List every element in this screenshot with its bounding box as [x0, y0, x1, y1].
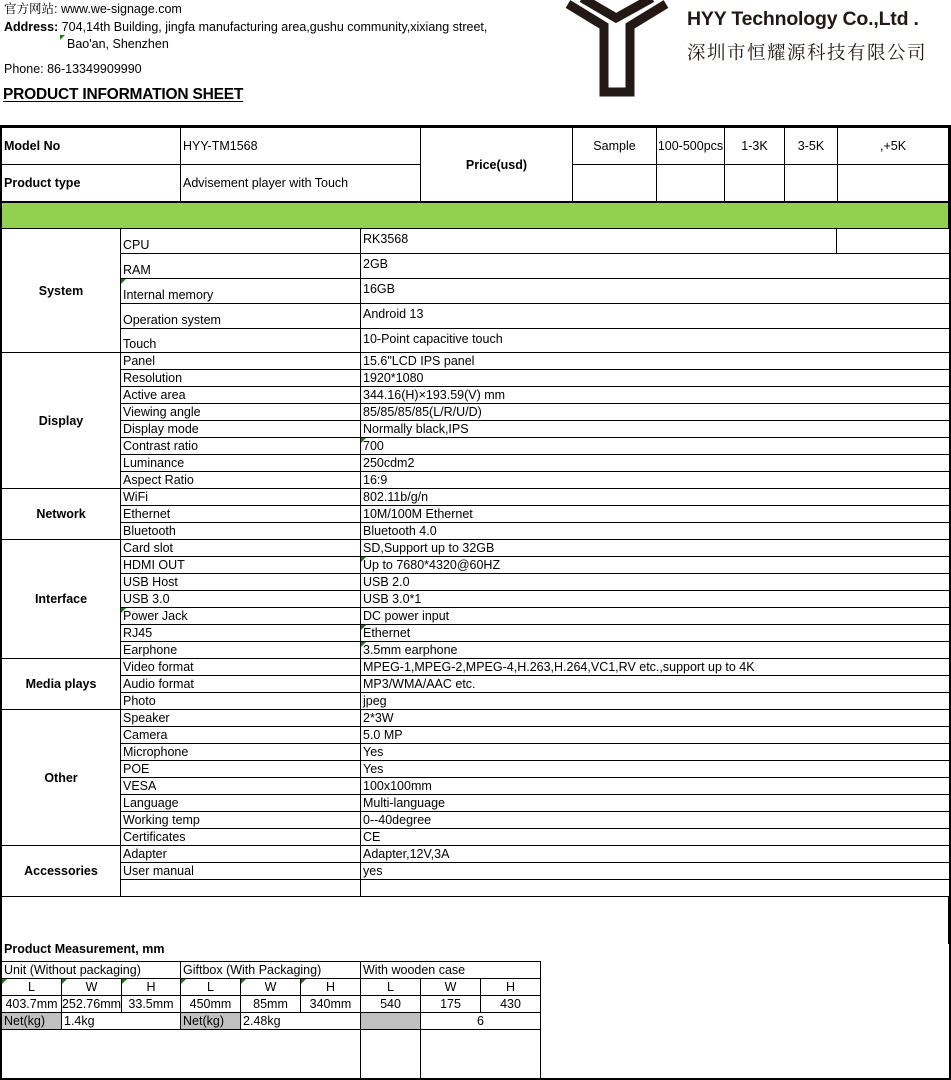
section-title: Interface: [34, 592, 88, 606]
spec-label-cell: [120, 278, 361, 304]
spec-value: USB 2.0: [363, 575, 410, 589]
spec-value: 2GB: [363, 257, 389, 271]
measure-dim-cell: [240, 978, 301, 996]
measure-value-cell[interactable]: [360, 995, 421, 1013]
spec-value-cell[interactable]: [360, 539, 950, 557]
spec-label-cell: [120, 624, 361, 642]
spec-value: DC power input: [363, 609, 450, 623]
measure-dim-cell: [1, 978, 62, 996]
comment-marker-icon: [2, 979, 7, 984]
spec-value-cell[interactable]: [360, 692, 950, 710]
spec-value: jpeg: [363, 694, 387, 708]
spec-label: Camera: [123, 728, 168, 742]
hyy-logo-icon: [558, 0, 676, 100]
type-value-cell[interactable]: [180, 164, 421, 202]
spec-label-cell: [120, 522, 361, 540]
spec-value-cell[interactable]: [360, 278, 950, 304]
spec-label: Microphone: [123, 745, 189, 759]
comment-marker-icon: [241, 979, 246, 984]
spec-label: Card slot: [123, 541, 174, 555]
measure-value-cell[interactable]: [420, 995, 481, 1013]
section-media: [1, 658, 121, 710]
measure-value: 540: [380, 997, 401, 1011]
spec-value: MPEG-1,MPEG-2,MPEG-4,H.263,H.264,VC1,RV etc.,support up to 4K: [363, 660, 755, 674]
spec-value: SD,Support up to 32GB: [363, 541, 495, 555]
spec-value: 16:9: [363, 473, 388, 487]
spec-label: POE: [123, 762, 150, 776]
spec-value-cell[interactable]: [360, 777, 950, 795]
spec-label-cell: [120, 303, 361, 329]
spec-label-cell: [120, 573, 361, 591]
spec-label-cell: [120, 352, 361, 370]
website-link[interactable]: www.we-signage.com: [60, 2, 182, 16]
spec-value: Yes: [363, 745, 384, 759]
price-value-5k-plus[interactable]: [837, 164, 949, 202]
measure-net-value: 6: [477, 1014, 484, 1028]
measure-dim-cell: [360, 978, 421, 996]
price-tier-label: 3-5K: [797, 139, 825, 153]
spec-value: RK3568: [363, 232, 409, 246]
spec-value-cell[interactable]: [360, 760, 950, 778]
spec-value-cell[interactable]: [360, 794, 950, 812]
measure-value: 403.7mm: [5, 997, 58, 1011]
spec-label-cell: [120, 471, 361, 489]
spec-value-cell[interactable]: [360, 828, 950, 846]
spec-label: RAM: [123, 263, 151, 277]
measure-net-label: Net(kg): [183, 1014, 224, 1028]
spec-value: Android 13: [363, 307, 424, 321]
spec-label-cell: [120, 675, 361, 693]
spec-label-cell: [120, 743, 361, 761]
spec-label-cell: [120, 556, 361, 574]
measure-dim-cell: [300, 978, 361, 996]
spec-value-cell[interactable]: [360, 420, 950, 438]
spec-value: Up to 7680*4320@60HZ: [363, 558, 501, 572]
price-tier-100-500: [656, 126, 725, 165]
price-tier-1-3k: [724, 126, 785, 165]
measure-dim-cell: [420, 978, 481, 996]
measure-net-label-cell: [180, 1012, 241, 1030]
spec-value-cell[interactable]: [360, 862, 950, 880]
model-value-cell[interactable]: [180, 126, 421, 165]
spec-label-cell: [120, 862, 361, 880]
phone-line: Phone: 86-13349909990: [4, 62, 142, 76]
comment-marker-icon: [121, 608, 126, 613]
measure-dim-cell: [121, 978, 181, 996]
measure-net-label-cell: [1, 1012, 62, 1030]
spec-label-cell: [120, 692, 361, 710]
comment-marker-icon: [121, 279, 126, 284]
spec-label: Working temp: [123, 813, 200, 827]
website-label: 官方网站:: [4, 2, 58, 16]
spec-label: Contrast ratio: [123, 439, 199, 453]
measure-value: 340mm: [309, 997, 352, 1011]
measure-group-header-cell: [360, 961, 541, 979]
price-tier-label: 1-3K: [741, 139, 768, 153]
model-label: Model No: [4, 139, 61, 153]
spec-label: Panel: [123, 354, 155, 368]
spec-label-cell: [120, 658, 361, 676]
section-title: Other: [44, 770, 78, 785]
spec-label: Internal memory: [123, 288, 214, 302]
spec-label-cell: [120, 369, 361, 387]
spec-label-cell: [120, 828, 361, 846]
measure-dim: L: [28, 980, 35, 994]
spec-label: Power Jack: [123, 609, 188, 623]
spec-value: 344.16(H)×193.59(V) mm: [363, 388, 506, 402]
spec-value: 10-Point capacitive touch: [363, 332, 503, 346]
measure-dim: H: [146, 980, 156, 994]
type-value: Advisement player with Touch: [183, 176, 349, 190]
spec-value-cell[interactable]: [360, 845, 950, 863]
spec-value-cell[interactable]: [360, 303, 950, 329]
spec-value-cell[interactable]: [360, 386, 950, 404]
measure-blank-cell: [1, 1029, 361, 1079]
measure-dim: H: [505, 980, 516, 994]
spec-value: Bluetooth 4.0: [363, 524, 437, 538]
price-value-1-3k[interactable]: [724, 164, 785, 202]
spec-label: USB 3.0: [123, 592, 170, 606]
spec-value: 1920*1080: [363, 371, 424, 385]
measure-dim: W: [444, 980, 457, 994]
spec-value-cell[interactable]: [360, 253, 950, 279]
section-system: [1, 228, 121, 353]
spec-value: USB 3.0*1: [363, 592, 422, 606]
spec-value-cell[interactable]: [360, 505, 950, 523]
measure-dim: L: [207, 980, 214, 994]
spec-label-cell: [120, 607, 361, 625]
company-name-cn: 深圳市恒耀源科技有限公司: [687, 43, 928, 64]
measure-group-header-cell: [180, 961, 361, 979]
spec-value: 10M/100M Ethernet: [363, 507, 473, 521]
measure-dim-cell: [61, 978, 122, 996]
spec-value-cell[interactable]: [360, 437, 950, 455]
spec-label: Operation system: [123, 313, 221, 327]
model-value: HYY-TM1568: [183, 139, 258, 153]
spec-value: 15.6"LCD IPS panel: [363, 354, 475, 368]
price-label-cell: [420, 126, 573, 202]
spec-label: Audio format: [123, 677, 194, 691]
price-tier-label: 100-500pcs: [657, 139, 724, 153]
spec-label: HDMI OUT: [123, 558, 185, 572]
price-tier-sample: [572, 126, 657, 165]
spec-label: USB Host: [123, 575, 178, 589]
measure-value-cell[interactable]: [121, 995, 181, 1013]
spec-label-cell: [120, 709, 361, 727]
price-value-3-5k[interactable]: [784, 164, 838, 202]
comment-marker-icon: [301, 979, 306, 984]
measure-net-label: Net(kg): [4, 1014, 45, 1028]
measure-net-value: 2.48kg: [243, 1014, 281, 1028]
spec-value-cell[interactable]: [360, 556, 950, 574]
measure-group-header: Unit (Without packaging): [4, 963, 141, 977]
spec-label-cell: [120, 539, 361, 557]
website-line: [4, 2, 182, 17]
spec-label: VESA: [123, 779, 157, 793]
spec-value-cell[interactable]: [360, 675, 950, 693]
measure-net-value-cell[interactable]: [61, 1012, 181, 1030]
measure-net-value: 1.4kg: [64, 1014, 95, 1028]
comment-marker-icon: [361, 438, 366, 443]
measure-dim-cell: [480, 978, 541, 996]
spec-label: Certificates: [123, 830, 186, 844]
comment-marker-icon: [361, 642, 366, 647]
measure-dim: W: [85, 980, 98, 994]
measure-group-header-cell: [1, 961, 181, 979]
price-value-100-500[interactable]: [656, 164, 725, 202]
spec-label-cell: [120, 228, 361, 254]
spec-value: 5.0 MP: [363, 728, 403, 742]
spec-label-cell: [120, 420, 361, 438]
price-tier-5k-plus: [837, 126, 949, 165]
model-label-cell: [1, 126, 181, 165]
spec-label: Ethernet: [123, 507, 171, 521]
spec-label: CPU: [123, 238, 150, 252]
spec-value-cell[interactable]: [360, 488, 950, 506]
type-label-cell: [1, 164, 181, 202]
price-tier-label: ,+5K: [879, 139, 907, 153]
price-tier-3-5k: [784, 126, 838, 165]
spec-value-cell[interactable]: [360, 607, 950, 625]
spec-label: Luminance: [123, 456, 185, 470]
section-title: Display: [38, 413, 84, 428]
measure-value: 450mm: [189, 997, 232, 1011]
spec-label: Photo: [123, 694, 156, 708]
address-line-1: [4, 20, 487, 35]
measure-dim: W: [264, 980, 277, 994]
company-name-en: HYY Technology Co.,Ltd .: [687, 8, 919, 30]
spec-label: Aspect Ratio: [123, 473, 194, 487]
measure-value-cell[interactable]: [61, 995, 122, 1013]
spec-label-cell: [120, 811, 361, 829]
spec-value: 250cdm2: [363, 456, 415, 470]
measure-dim-cell: [180, 978, 241, 996]
measure-blank-cell: [420, 1029, 541, 1079]
spec-value-cell[interactable]: [360, 743, 950, 761]
spec-value-cell[interactable]: [360, 471, 950, 489]
spec-label: Display mode: [123, 422, 199, 436]
spec-value-cell[interactable]: [360, 228, 837, 254]
spec-label-cell: [120, 726, 361, 744]
measure-net-value-cell[interactable]: [420, 1012, 541, 1030]
spec-label-cell: [120, 403, 361, 421]
measure-value: 85mm: [253, 997, 288, 1011]
spec-value: yes: [363, 864, 383, 878]
spec-value: 802.11b/g/n: [363, 490, 429, 504]
measure-dim: L: [387, 980, 394, 994]
section-title: System: [38, 283, 84, 298]
spec-value-cell[interactable]: [360, 522, 950, 540]
spec-value-cell[interactable]: [360, 328, 950, 353]
comment-marker-icon: [122, 979, 127, 984]
spec-label-cell: [120, 794, 361, 812]
spec-value-cell[interactable]: [360, 369, 950, 387]
address-line-2: Bao'an, Shenzhen: [67, 37, 169, 51]
spec-label-cell: [120, 454, 361, 472]
spec-value-cell[interactable]: [360, 403, 950, 421]
spec-value: 3.5mm earphone: [363, 643, 458, 657]
measure-value-cell[interactable]: [480, 995, 541, 1013]
section-title: Media plays: [25, 677, 97, 691]
spec-label-cell: [120, 641, 361, 659]
spec-label: Touch: [123, 337, 157, 351]
spec-value: CE: [363, 830, 381, 844]
spec-label-cell: [120, 879, 361, 897]
spec-value-cell[interactable]: [360, 590, 950, 608]
spec-value-cell[interactable]: [360, 811, 950, 829]
spacer-row: [1, 896, 949, 944]
spec-value: 0--40degree: [363, 813, 432, 827]
spec-label: WiFi: [123, 490, 148, 504]
spec-label-cell: [120, 505, 361, 523]
spec-value-cell[interactable]: [360, 454, 950, 472]
spec-label: Resolution: [123, 371, 183, 385]
section-other: [1, 709, 121, 846]
measure-value: 33.5mm: [128, 997, 174, 1011]
spec-value: Ethernet: [363, 626, 411, 640]
spec-label-cell: [120, 845, 361, 863]
spec-value: Multi-language: [363, 796, 445, 810]
measure-value-cell[interactable]: [1, 995, 62, 1013]
measure-value: 430: [500, 997, 521, 1011]
spec-label-cell: [120, 328, 361, 353]
measure-blank-cell: [360, 1029, 421, 1079]
comment-marker-icon: [361, 625, 366, 630]
spec-label-cell: [120, 253, 361, 279]
spec-value: Normally black,IPS: [363, 422, 469, 436]
measure-group-header: Giftbox (With Packaging): [183, 963, 322, 977]
spec-value-cell[interactable]: [360, 879, 950, 897]
address-label: Address:: [4, 20, 59, 34]
spec-value-cell[interactable]: [360, 726, 950, 744]
spec-label-cell: [120, 760, 361, 778]
measure-net-value-cell[interactable]: [240, 1012, 361, 1030]
spec-value: 16GB: [363, 282, 395, 296]
section-network: [1, 488, 121, 540]
spec-label: Earphone: [123, 643, 178, 657]
measure-group-header: With wooden case: [363, 963, 466, 977]
type-label: Product type: [4, 176, 81, 190]
spec-label: Adapter: [123, 847, 167, 861]
section-title: Network: [36, 507, 86, 521]
spec-label: Bluetooth: [123, 524, 176, 538]
measurement-title: Product Measurement, mm: [4, 942, 165, 956]
section-interface: [1, 539, 121, 659]
spec-label-cell: [120, 386, 361, 404]
spec-label: Video format: [123, 660, 194, 674]
measure-value: 252.76mm: [61, 997, 122, 1011]
measure-net-label-cell: [360, 1012, 421, 1030]
price-label: Price(usd): [465, 157, 528, 172]
spec-label-cell: [120, 777, 361, 795]
comment-marker-icon: [60, 35, 65, 40]
sheet-title: PRODUCT INFORMATION SHEET: [3, 86, 244, 103]
spec-extra-cell[interactable]: [836, 228, 950, 254]
spec-label: Viewing angle: [123, 405, 201, 419]
measure-dim: H: [325, 980, 336, 994]
comment-marker-icon: [62, 979, 67, 984]
comment-marker-icon: [181, 979, 186, 984]
comment-marker-icon: [361, 557, 366, 562]
spec-label: Speaker: [123, 711, 170, 725]
spec-value-cell[interactable]: [360, 658, 950, 676]
spec-value-cell[interactable]: [360, 352, 950, 370]
price-tier-label: Sample: [593, 139, 636, 153]
spec-value: 700: [363, 439, 384, 453]
spec-value: 85/85/85/85(L/R/U/D): [363, 405, 482, 419]
section-accessories: [1, 845, 121, 897]
spec-label-cell: [120, 488, 361, 506]
spec-value: Adapter,12V,3A: [363, 847, 450, 861]
measure-value-cell[interactable]: [180, 995, 241, 1013]
spec-label: Active area: [123, 388, 186, 402]
spec-value-cell[interactable]: [360, 641, 950, 659]
address-text-1: 704,14th Building, jingfa manufacturing area,gushu community,xixiang street,: [61, 20, 488, 34]
spec-value: 100x100mm: [363, 779, 432, 793]
spec-value: MP3/WMA/AAC etc.: [363, 677, 476, 691]
measure-value: 175: [440, 997, 461, 1011]
spec-value: Yes: [363, 762, 384, 776]
spec-label: User manual: [123, 864, 194, 878]
spec-value-cell[interactable]: [360, 709, 950, 727]
spec-label: RJ45: [123, 626, 153, 640]
measure-value-cell[interactable]: [240, 995, 301, 1013]
spec-value-cell[interactable]: [360, 624, 950, 642]
section-bar: [1, 201, 949, 229]
spec-label: Language: [123, 796, 179, 810]
price-value-sample[interactable]: [572, 164, 657, 202]
spec-value-cell[interactable]: [360, 573, 950, 591]
measure-value-cell[interactable]: [300, 995, 361, 1013]
spec-label-cell: [120, 590, 361, 608]
section-display: [1, 352, 121, 489]
spec-label-cell: [120, 437, 361, 455]
spec-value: 2*3W: [363, 711, 394, 725]
section-title: Accessories: [24, 864, 98, 878]
